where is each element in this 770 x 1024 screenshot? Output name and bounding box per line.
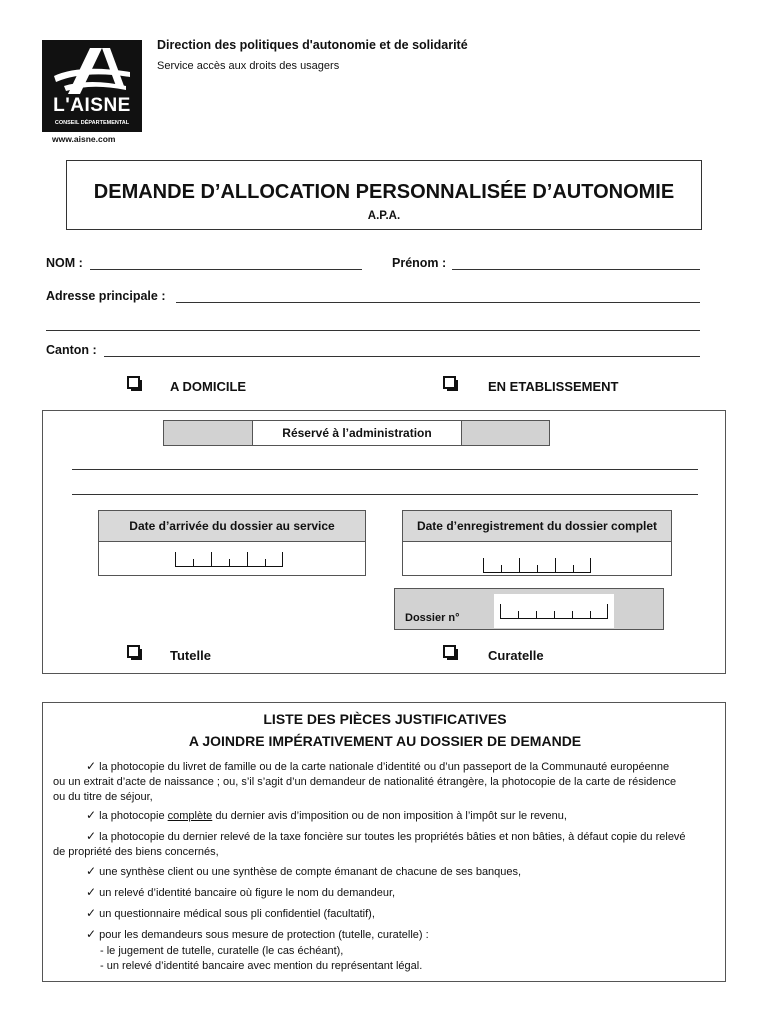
form-subtitle: A.P.A. — [367, 210, 401, 222]
check-icon: ✓ — [86, 759, 97, 773]
adresse-label: Adresse principale : — [46, 289, 166, 303]
check-icon: ✓ — [86, 829, 97, 843]
pieces-title-2: A JOINDRE IMPÉRATIVEMENT AU DOSSIER DE DEMANDE — [188, 733, 582, 749]
check-icon: ✓ — [86, 906, 97, 920]
piece-item-7-sub-1: - le jugement de tutelle, curatelle (le cas échéant), — [100, 945, 344, 957]
aisne-logo — [42, 40, 142, 132]
canton-field[interactable] — [104, 356, 700, 357]
piece-item-6: ✓ un questionnaire médical sous pli confidentiel (facultatif), — [86, 906, 375, 920]
date-arrivee-header: Date d’arrivée du dossier au service — [98, 510, 366, 542]
tutelle-checkbox[interactable] — [127, 645, 140, 658]
date-arrivee-field[interactable] — [98, 542, 366, 576]
reserved-label: Réservé à l’administration — [252, 420, 462, 446]
domicile-label: A DOMICILE — [170, 379, 247, 394]
check-icon: ✓ — [86, 808, 97, 822]
admin-line-2[interactable] — [72, 494, 698, 495]
curatelle-checkbox[interactable] — [443, 645, 456, 658]
pieces-title-1: LISTE DES PIÈCES JUSTIFICATIVES — [263, 711, 507, 727]
form-title-box — [66, 160, 702, 230]
canton-label: Canton : — [46, 343, 97, 357]
prenom-label: Prénom : — [392, 256, 447, 270]
nom-label: NOM : — [46, 256, 83, 270]
date-enregistrement-header: Date d’enregistrement du dossier complet — [402, 510, 672, 542]
check-icon: ✓ — [86, 864, 97, 878]
logo-subtitle: CONSEIL DÉPARTEMENTAL — [54, 120, 130, 126]
piece-item-2: ✓ la photocopie complète du dernier avis d’imposition ou de non imposition à l’impôt sur le revenu, — [86, 808, 567, 822]
form-title: DEMANDE D’ALLOCATION PERSONNALISÉE D’AUTONOMIE — [93, 181, 675, 203]
curatelle-label: Curatelle — [488, 648, 544, 663]
piece-item-7-sub-2: - un relevé d’identité bancaire avec mention du représentant légal. — [100, 960, 423, 972]
check-icon: ✓ — [86, 885, 97, 899]
dossier-number-label: Dossier n° — [405, 612, 460, 624]
service-subtitle: Service accès aux droits des usagers — [157, 60, 340, 72]
tutelle-label: Tutelle — [170, 648, 211, 663]
piece-item-3: ✓ la photocopie du dernier relevé de la taxe foncière sur toutes les propriétés bâties et non bâties, à défaut copie du relevé de propriété des biens concernés, — [53, 829, 686, 858]
admin-line-1[interactable] — [72, 469, 698, 470]
direction-title: Direction des politiques d'autonomie et de solidarité — [157, 38, 468, 52]
check-icon: ✓ — [86, 927, 97, 941]
dossier-number-field[interactable] — [494, 594, 614, 628]
adresse-field-line2[interactable] — [46, 330, 700, 331]
date-enregistrement-field[interactable] — [402, 542, 672, 576]
piece-item-4: ✓ une synthèse client ou une synthèse de compte émanant de chacune de ses banques, — [86, 864, 522, 878]
etablissement-checkbox[interactable] — [443, 376, 456, 389]
logo-name: L'AISNE — [53, 95, 131, 116]
piece-item-7: ✓ pour les demandeurs sous mesure de protection (tutelle, curatelle) : — [86, 927, 429, 941]
date-arrivee-ticks — [175, 552, 283, 567]
adresse-field-line1[interactable] — [176, 302, 700, 303]
piece-item-1: ✓ la photocopie du livret de famille ou de la carte nationale d’identité ou d’un passeport de la Communauté européenne ou un extrait d’acte de naissance ; ou, s’il s’agit d’un demandeur de nationalité étrangère, la photocopie de la carte de résidence ou du titre de séjour, — [53, 759, 677, 803]
prenom-field[interactable] — [452, 269, 700, 270]
dossier-number-ticks — [500, 604, 608, 619]
aisne-a-emblem-icon — [50, 46, 134, 96]
website-url: www.aisne.com — [52, 134, 116, 144]
domicile-checkbox[interactable] — [127, 376, 140, 389]
date-enregistrement-ticks — [483, 558, 591, 573]
nom-field[interactable] — [90, 269, 362, 270]
etablissement-label: EN ETABLISSEMENT — [488, 379, 619, 394]
piece-item-5: ✓ un relevé d’identité bancaire où figure le nom du demandeur, — [86, 885, 396, 899]
